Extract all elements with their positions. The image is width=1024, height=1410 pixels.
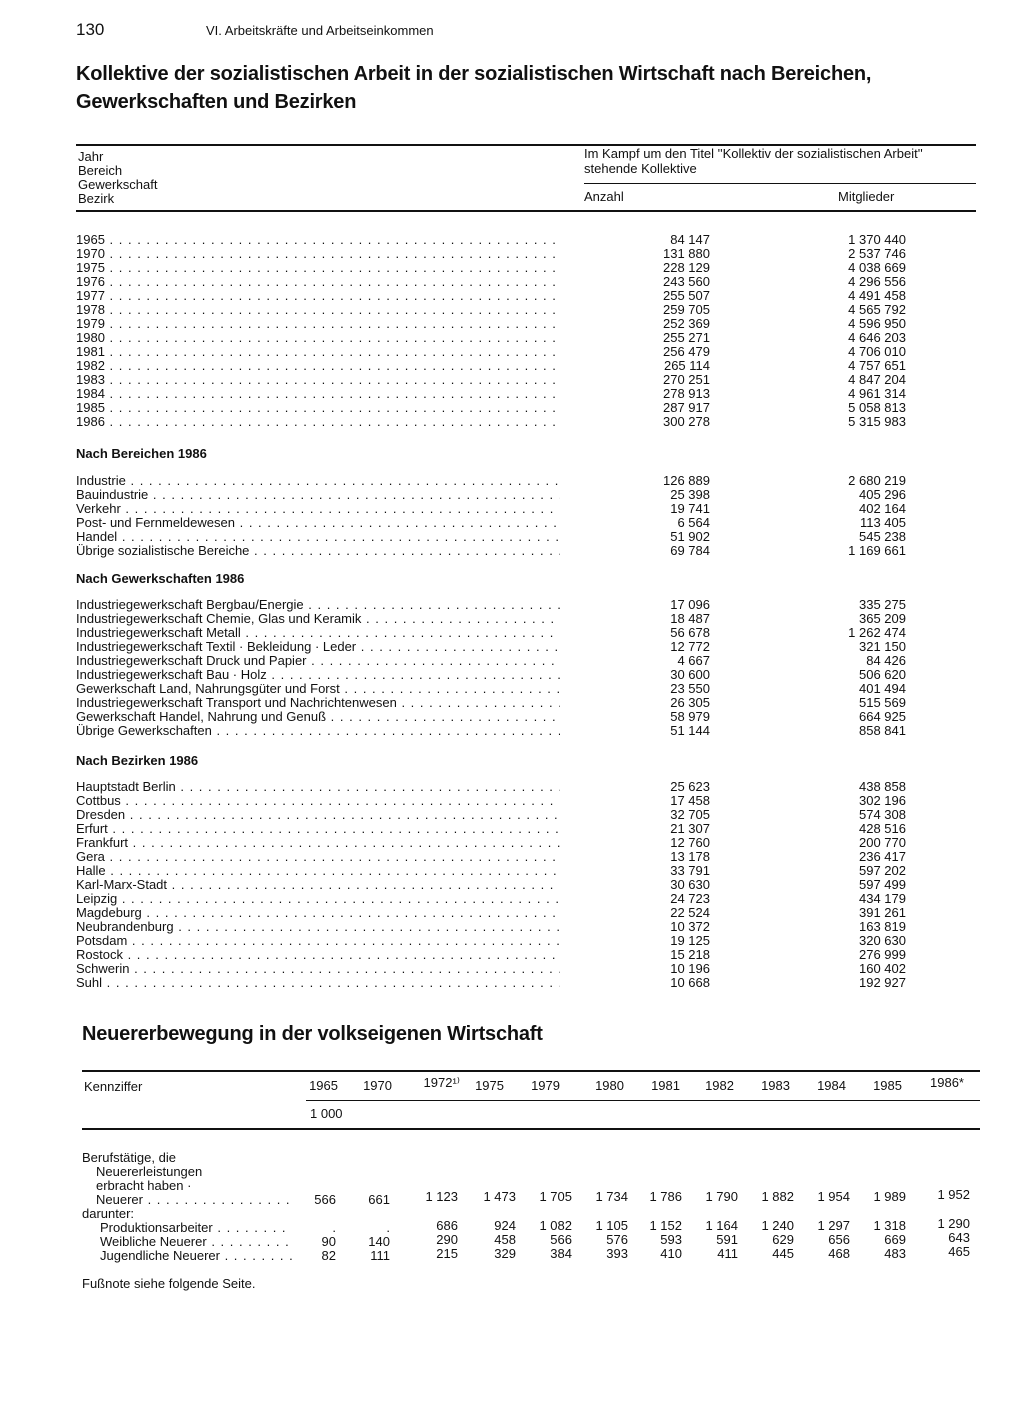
table-row [76, 612, 916, 626]
cell: 1 297 [817, 1218, 850, 1233]
value-anzahl: 56 678 [670, 625, 710, 640]
row-label: Dresden . . . [76, 808, 560, 822]
table-row [76, 892, 916, 906]
cell: 393 [606, 1246, 628, 1261]
cell: 593 [660, 1232, 682, 1247]
value-anzahl: 19 741 [670, 501, 710, 516]
row-label: Übrige sozialistische Bereiche . . . [76, 544, 560, 558]
value-anzahl: 25 398 [670, 487, 710, 502]
cell: 643 [948, 1230, 970, 1245]
row-label: Potsdam . . . [76, 934, 560, 948]
table-row [76, 474, 916, 488]
table1-title-line2: Gewerkschaften und Bezirken [76, 91, 357, 113]
table-row [76, 331, 916, 345]
value-anzahl: 270 251 [663, 372, 710, 387]
table-row [76, 303, 916, 317]
value-anzahl: 22 524 [670, 905, 710, 920]
value-mitglieder: 5 315 983 [848, 414, 906, 429]
value-anzahl: 300 278 [663, 414, 710, 429]
row-label: Gera . . . [76, 850, 560, 864]
value-anzahl: 51 144 [670, 723, 710, 738]
value-anzahl: 51 902 [670, 529, 710, 544]
value-anzahl: 259 705 [663, 302, 710, 317]
cell: 629 [772, 1232, 794, 1247]
value-anzahl: 15 218 [670, 947, 710, 962]
cell: 656 [828, 1232, 850, 1247]
row-label: Cottbus . . . [76, 794, 560, 808]
table-row [76, 502, 916, 516]
cell: 1 318 [873, 1218, 906, 1233]
cell: 82 [321, 1248, 336, 1263]
cell: 591 [716, 1232, 738, 1247]
row-label: Rostock . . . [76, 948, 560, 962]
row-label: Industriegewerkschaft Bau · Holz . . . [76, 668, 560, 682]
year-header: 1983 [761, 1078, 790, 1093]
cell: 215 [436, 1246, 458, 1261]
table-row [76, 516, 916, 530]
value-mitglieder: 163 819 [859, 919, 906, 934]
table1-title-line1: Kollektive der sozialistischen Arbeit in der sozialistischen Wirtschaft nach Bereichen, [76, 63, 872, 85]
year-header: 1982 [705, 1078, 734, 1093]
row-label: 1982 . . . [76, 359, 560, 373]
table-row [76, 822, 916, 836]
table-row [76, 976, 916, 990]
value-mitglieder: 1 370 440 [848, 232, 906, 247]
table1-header-rule [76, 210, 976, 212]
cell: 1 082 [539, 1218, 572, 1233]
cell: 445 [772, 1246, 794, 1261]
year-header: 1972¹⁾ [423, 1075, 460, 1090]
row-label: 1978 . . . [76, 303, 560, 317]
value-anzahl: 255 271 [663, 330, 710, 345]
row-label: Industriegewerkschaft Textil · Bekleidung · Leder . . . [76, 640, 560, 654]
stub-header-bezirk: Bezirk [78, 191, 115, 206]
value-mitglieder: 4 646 203 [848, 330, 906, 345]
cell: 384 [550, 1246, 572, 1261]
value-mitglieder: 276 999 [859, 947, 906, 962]
value-mitglieder: 200 770 [859, 835, 906, 850]
value-mitglieder: 4 961 314 [848, 386, 906, 401]
table-row [76, 598, 916, 612]
value-anzahl: 32 705 [670, 807, 710, 822]
table-row [76, 415, 916, 429]
value-anzahl: 13 178 [670, 849, 710, 864]
value-mitglieder: 365 209 [859, 611, 906, 626]
row-label: Suhl . . . [76, 976, 560, 990]
cell: 1 290 [937, 1216, 970, 1231]
table-row [76, 275, 916, 289]
value-mitglieder: 236 417 [859, 849, 906, 864]
value-mitglieder: 506 620 [859, 667, 906, 682]
year-header: 1980 [595, 1078, 624, 1093]
row-label: Neubrandenburg . . . [76, 920, 560, 934]
table-row [76, 696, 916, 710]
table1-stub-header [78, 150, 157, 206]
row-label: Industriegewerkschaft Bergbau/Energie . . . [76, 598, 560, 612]
table-row [76, 401, 916, 415]
value-mitglieder: 2 680 219 [848, 473, 906, 488]
value-anzahl: 23 550 [670, 681, 710, 696]
value-mitglieder: 84 426 [866, 653, 906, 668]
row-label: Hauptstadt Berlin . . . [76, 780, 560, 794]
row-label: Industrie . . . [76, 474, 560, 488]
table-row [76, 906, 916, 920]
table-row [76, 289, 916, 303]
cell: 1 705 [539, 1189, 572, 1204]
value-anzahl: 10 668 [670, 975, 710, 990]
table-row [76, 626, 916, 640]
row-label: Handel . . . [76, 530, 560, 544]
row-label: Industriegewerkschaft Chemie, Glas und Keramik . . . [76, 612, 560, 626]
cell: 140 [368, 1234, 390, 1249]
cell: 1 786 [649, 1189, 682, 1204]
value-mitglieder: 664 925 [859, 709, 906, 724]
value-mitglieder: 4 038 669 [848, 260, 906, 275]
group-label-line2: Neuererleistungen [96, 1164, 203, 1179]
row-label: Bauindustrie . . . [76, 488, 560, 502]
cell: . [386, 1220, 390, 1235]
value-anzahl: 252 369 [663, 316, 710, 331]
row-label: 1976 . . . [76, 275, 560, 289]
value-anzahl: 278 913 [663, 386, 710, 401]
row-label: Gewerkschaft Land, Nahrungsgüter und Forst . . . [76, 682, 560, 696]
value-mitglieder: 405 296 [859, 487, 906, 502]
table-row [76, 544, 916, 558]
value-mitglieder: 1 262 474 [848, 625, 906, 640]
value-mitglieder: 4 706 010 [848, 344, 906, 359]
value-anzahl: 12 760 [670, 835, 710, 850]
group-label-line3: erbracht haben · [96, 1178, 192, 1193]
cell: . [332, 1220, 336, 1235]
table-row [76, 373, 916, 387]
value-anzahl: 24 723 [670, 891, 710, 906]
row-label: Erfurt . . . [76, 822, 560, 836]
table-row [76, 780, 916, 794]
value-mitglieder: 4 491 458 [848, 288, 906, 303]
cell: 661 [368, 1192, 390, 1207]
value-anzahl: 256 479 [663, 344, 710, 359]
cell: 411 [717, 1246, 738, 1261]
row-label: Karl-Marx-Stadt . . . [76, 878, 560, 892]
table-row [76, 317, 916, 331]
darunter-label: darunter: [82, 1206, 135, 1221]
row-label: 1980 . . . [76, 331, 560, 345]
value-anzahl: 21 307 [670, 821, 710, 836]
value-anzahl: 25 623 [670, 779, 710, 794]
value-mitglieder: 2 537 746 [848, 246, 906, 261]
value-anzahl: 10 196 [670, 961, 710, 976]
value-anzahl: 17 458 [670, 793, 710, 808]
stub-header-gewerkschaft: Gewerkschaft [78, 177, 158, 192]
year-header: 1970 [363, 1078, 392, 1093]
table-row [76, 794, 916, 808]
value-mitglieder: 320 630 [859, 933, 906, 948]
value-anzahl: 126 889 [663, 473, 710, 488]
section-title-gewerkschaften: Nach Gewerkschaften 1986 [76, 571, 245, 586]
table-row [76, 488, 916, 502]
table-row [76, 640, 916, 654]
value-mitglieder: 4 757 651 [848, 358, 906, 373]
footnote: Fußnote siehe folgende Seite. [82, 1276, 256, 1291]
row-label: 1970 . . . [76, 247, 560, 261]
value-mitglieder: 515 569 [859, 695, 906, 710]
row-label: 1984 . . . [76, 387, 560, 401]
value-anzahl: 10 372 [670, 919, 710, 934]
cell: 576 [606, 1232, 628, 1247]
table-row [76, 836, 916, 850]
row-label: 1965 . . . [76, 233, 560, 247]
value-mitglieder: 5 058 813 [848, 400, 906, 415]
col-group-rule [584, 183, 976, 184]
value-anzahl: 17 096 [670, 597, 710, 612]
cell: 686 [436, 1218, 458, 1233]
table-row [76, 878, 916, 892]
table2-title: Neuererbewegung in der volkseigenen Wirtschaft [82, 1023, 543, 1045]
cell: 1 473 [483, 1189, 516, 1204]
table-row [76, 261, 916, 275]
cell: 458 [494, 1232, 516, 1247]
cell: 1 164 [705, 1218, 738, 1233]
year-header: 1985 [873, 1078, 902, 1093]
value-mitglieder: 321 150 [859, 639, 906, 654]
row-label-produktionsarbeiter: Produktionsarbeiter . . . [100, 1221, 292, 1235]
row-label: Industriegewerkschaft Transport und Nachrichtenwesen . . . [76, 696, 560, 710]
table-row [76, 962, 916, 976]
cell: 1 790 [705, 1189, 738, 1204]
value-mitglieder: 597 499 [859, 877, 906, 892]
row-label: 1977 . . . [76, 289, 560, 303]
col-group-header-line1: Im Kampf um den Titel ''Kollektiv der sozialistischen Arbeit'' [584, 146, 923, 161]
value-anzahl: 84 147 [670, 232, 710, 247]
value-anzahl: 6 564 [677, 515, 710, 530]
value-anzahl: 69 784 [670, 543, 710, 558]
col-group-header-line2: stehende Kollektive [584, 161, 697, 176]
cell: 566 [314, 1192, 336, 1207]
row-label: Verkehr . . . [76, 502, 560, 516]
row-label: 1986 . . . [76, 415, 560, 429]
table-row [76, 850, 916, 864]
table-row [76, 233, 916, 247]
value-mitglieder: 1 169 661 [848, 543, 906, 558]
cell: 90 [321, 1234, 336, 1249]
value-mitglieder: 402 164 [859, 501, 906, 516]
row-label: Post- und Fernmeldewesen . . . [76, 516, 560, 530]
cell: 465 [948, 1244, 970, 1259]
col-header-mitglieder: Mitglieder [838, 189, 895, 204]
table-row [76, 808, 916, 822]
cell: 924 [494, 1218, 516, 1233]
year-header: 1984 [817, 1078, 846, 1093]
value-mitglieder: 335 275 [859, 597, 906, 612]
value-mitglieder: 160 402 [859, 961, 906, 976]
unit-label: 1 000 [310, 1106, 343, 1121]
year-header: 1965 [309, 1078, 338, 1093]
value-mitglieder: 574 308 [859, 807, 906, 822]
value-mitglieder: 391 261 [859, 905, 906, 920]
table2-header-rule [82, 1128, 980, 1130]
value-anzahl: 30 630 [670, 877, 710, 892]
value-mitglieder: 428 516 [859, 821, 906, 836]
year-header: 1981 [651, 1078, 680, 1093]
row-label: Leipzig . . . [76, 892, 560, 906]
year-header: 1979 [531, 1078, 560, 1093]
value-mitglieder: 401 494 [859, 681, 906, 696]
group-label-line1: Berufstätige, die [82, 1150, 176, 1165]
table2-top-rule [82, 1070, 980, 1072]
table-row [76, 668, 916, 682]
row-label-neuerer: Neuerer . . . [96, 1193, 292, 1207]
section-title-bereiche: Nach Bereichen 1986 [76, 446, 207, 461]
cell: 1 152 [649, 1218, 682, 1233]
value-mitglieder: 858 841 [859, 723, 906, 738]
table-row [76, 948, 916, 962]
cell: 329 [494, 1246, 516, 1261]
table-row [76, 359, 916, 373]
row-label-jugendliche: Jugendliche Neuerer . . . [100, 1249, 292, 1263]
cell: 290 [436, 1232, 458, 1247]
value-anzahl: 243 560 [663, 274, 710, 289]
running-title: VI. Arbeitskräfte und Arbeitseinkommen [206, 23, 434, 38]
row-label: Übrige Gewerkschaften . . . [76, 724, 560, 738]
cell: 1 105 [595, 1218, 628, 1233]
cell: 1 952 [937, 1187, 970, 1202]
value-anzahl: 26 305 [670, 695, 710, 710]
value-mitglieder: 597 202 [859, 863, 906, 878]
cell: 483 [884, 1246, 906, 1261]
table-row [76, 530, 916, 544]
value-anzahl: 287 917 [663, 400, 710, 415]
value-mitglieder: 545 238 [859, 529, 906, 544]
value-mitglieder: 192 927 [859, 975, 906, 990]
value-anzahl: 30 600 [670, 667, 710, 682]
value-mitglieder: 434 179 [859, 891, 906, 906]
cell: 410 [660, 1246, 682, 1261]
table-row [76, 920, 916, 934]
value-mitglieder: 302 196 [859, 793, 906, 808]
section-title-bezirke: Nach Bezirken 1986 [76, 753, 199, 768]
row-label: Halle . . . [76, 864, 560, 878]
value-mitglieder: 4 296 556 [848, 274, 906, 289]
cell: 1 882 [761, 1189, 794, 1204]
value-anzahl: 12 772 [670, 639, 710, 654]
row-label: Industriegewerkschaft Druck und Papier . . . [76, 654, 560, 668]
table2-stub-header: Kennziffer [84, 1079, 143, 1094]
row-label: 1975 . . . [76, 261, 560, 275]
table-row [76, 682, 916, 696]
value-anzahl: 58 979 [670, 709, 710, 724]
year-header: 1975 [475, 1078, 504, 1093]
page-number: 130 [76, 20, 105, 39]
value-anzahl: 19 125 [670, 933, 710, 948]
value-mitglieder: 4 847 204 [848, 372, 906, 387]
value-anzahl: 33 791 [670, 863, 710, 878]
value-mitglieder: 113 405 [859, 515, 906, 530]
cell: 1 954 [817, 1189, 850, 1204]
table-row [76, 247, 916, 261]
year-header: 1986* [930, 1075, 964, 1090]
value-anzahl: 18 487 [670, 611, 710, 626]
row-label-weibliche: Weibliche Neuerer . . . [100, 1235, 292, 1249]
row-label: 1983 . . . [76, 373, 560, 387]
value-anzahl: 228 129 [663, 260, 710, 275]
table-row [76, 724, 916, 738]
cell: 566 [550, 1232, 572, 1247]
unit-rule [306, 1100, 980, 1101]
value-anzahl: 131 880 [663, 246, 710, 261]
value-mitglieder: 4 565 792 [848, 302, 906, 317]
row-label: Gewerkschaft Handel, Nahrung und Genuß . . . [76, 710, 560, 724]
value-anzahl: 4 667 [677, 653, 710, 668]
row-label: Magdeburg . . . [76, 906, 560, 920]
cell: 1 240 [761, 1218, 794, 1233]
row-label: Industriegewerkschaft Metall . . . [76, 626, 560, 640]
stub-header-jahr: Jahr [78, 149, 104, 164]
row-label: Schwerin . . . [76, 962, 560, 976]
cell: 1 123 [425, 1189, 458, 1204]
cell: 1 989 [873, 1189, 906, 1204]
table-row [76, 864, 916, 878]
table-row [76, 387, 916, 401]
cell: 1 734 [595, 1189, 628, 1204]
cell: 468 [828, 1246, 850, 1261]
row-label: 1981 . . . [76, 345, 560, 359]
table-row [76, 934, 916, 948]
table-row [76, 345, 916, 359]
stub-header-bereich: Bereich [78, 163, 123, 178]
cell: 669 [884, 1232, 906, 1247]
row-label: 1979 . . . [76, 317, 560, 331]
col-header-anzahl: Anzahl [584, 189, 624, 204]
table-row [76, 654, 916, 668]
value-anzahl: 265 114 [663, 358, 710, 373]
cell: 111 [370, 1248, 390, 1263]
row-label: Frankfurt . . . [76, 836, 560, 850]
value-anzahl: 255 507 [663, 288, 710, 303]
table-row [76, 710, 916, 724]
value-mitglieder: 4 596 950 [848, 316, 906, 331]
row-label: 1985 . . . [76, 401, 560, 415]
value-mitglieder: 438 858 [859, 779, 906, 794]
